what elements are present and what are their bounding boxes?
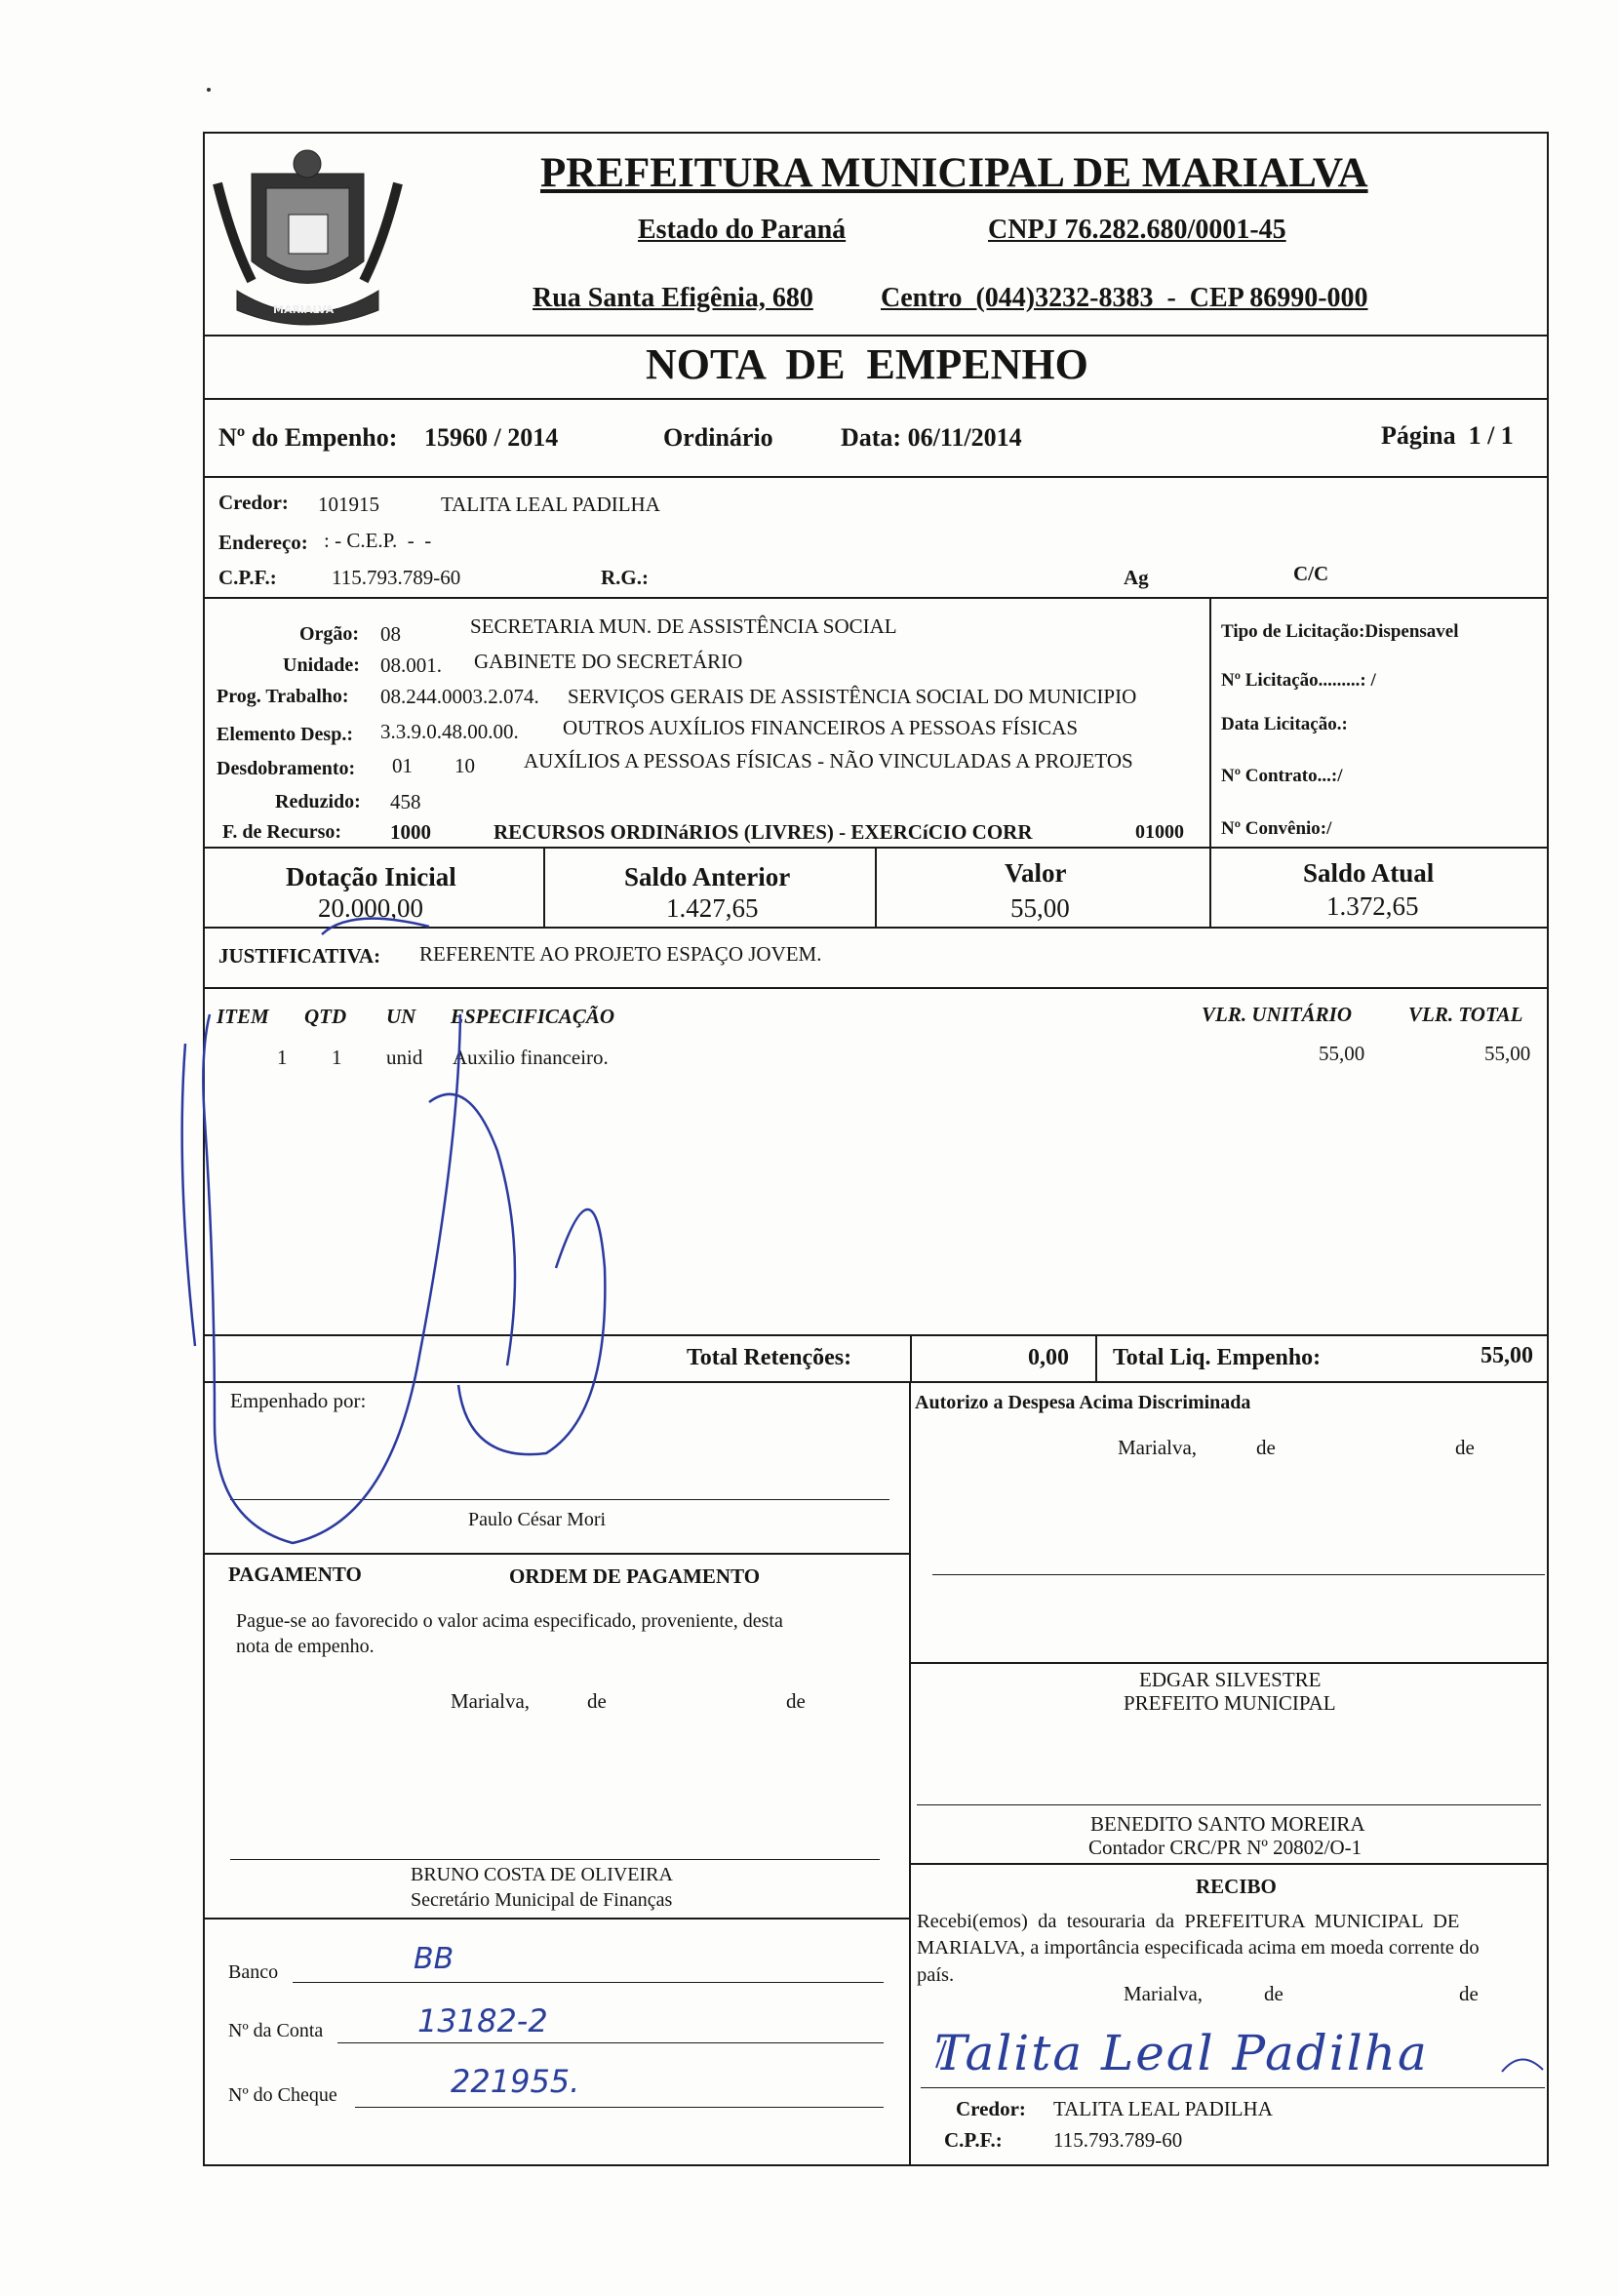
recibo-text-2: MARIALVA, a importância especificada acima em moeda corrente do [917, 1937, 1480, 1959]
credor-label: Credor: [218, 491, 289, 514]
empenhado-signer: Paulo César Mori [468, 1509, 607, 1530]
prog-trabalho-label: Prog. Trabalho: [217, 686, 349, 707]
row-un: unid [386, 1046, 423, 1069]
licitacao-tipo: Tipo de Licitação:Dispensavel [1221, 621, 1459, 642]
pagamento-text-1: Pague-se ao favorecido o valor acima especificado, proveniente, desta [236, 1610, 783, 1632]
cc-label: C/C [1293, 562, 1329, 585]
contador-name: BENEDITO SANTO MOREIRA [1090, 1812, 1365, 1836]
prefeito-name: EDGAR SILVESTRE [1139, 1668, 1322, 1691]
saldo-anterior-value: 1.427,65 [666, 893, 759, 923]
total-liquido-value: 55,00 [1481, 1343, 1533, 1368]
items-header-total: VLR. TOTAL [1408, 1003, 1523, 1026]
contrato-number: Nº Contrato...:/ [1221, 766, 1343, 786]
recibo-text-3: país. [917, 1964, 955, 1986]
credor-name: TALITA LEAL PADILHA [441, 493, 660, 516]
pagamento-de1: de [587, 1689, 607, 1713]
pagamento-label: PAGAMENTO [228, 1563, 362, 1586]
pagamento-text-2: nota de empenho. [236, 1636, 375, 1657]
crest-banner-text: MARIALVA [273, 303, 335, 316]
autorizo-label: Autorizo a Despesa Acima Discriminada [915, 1392, 1251, 1413]
empenho-number: 15960 / 2014 [424, 423, 559, 452]
orgao-name: SECRETARIA MUN. DE ASSISTÊNCIA SOCIAL [470, 614, 897, 638]
recibo-text-1: Recebi(emos) da tesouraria da PREFEITURA MUNICIPAL DE [917, 1911, 1460, 1932]
recurso-name: RECURSOS ORDINáRIOS (LIVRES) - EXERCíCIO CORR [494, 820, 1033, 844]
pagamento-place: Marialva, [451, 1689, 531, 1713]
ag-label: Ag [1124, 566, 1149, 589]
items-header-un: UN [386, 1005, 416, 1028]
recibo-credor-name: TALITA LEAL PADILHA [1053, 2097, 1273, 2120]
recibo-de2: de [1459, 1982, 1479, 2005]
ordem-pagamento-label: ORDEM DE PAGAMENTO [509, 1564, 761, 1588]
reduzido-value: 458 [390, 790, 421, 813]
recibo-place: Marialva, [1124, 1982, 1204, 2005]
contador-title: Contador CRC/PR Nº 20802/O-1 [1088, 1836, 1362, 1859]
financas-signer-title: Secretário Municipal de Finanças [411, 1889, 673, 1911]
orgao-label: Orgão: [299, 623, 360, 645]
row-espec: Auxilio financeiro. [453, 1046, 609, 1069]
header-title: PREFEITURA MUNICIPAL DE MARIALVA [540, 150, 1368, 196]
row-total: 55,00 [1484, 1042, 1531, 1065]
empenho-number-label: Nº do Empenho: [218, 423, 398, 452]
page-number: Página 1 / 1 [1381, 421, 1514, 450]
recurso-code2: 01000 [1135, 821, 1184, 843]
row-item: 1 [277, 1046, 288, 1069]
recibo-cpf-value: 115.793.789-60 [1053, 2128, 1183, 2152]
empenho-date: Data: 06/11/2014 [841, 423, 1022, 452]
desdobramento-code1: 01 [392, 754, 413, 777]
licitacao-numero: Nº Licitação.........: / [1221, 670, 1376, 691]
prog-trabalho-code: 08.244.0003.2.074. [380, 685, 539, 708]
empenhado-label: Empenhado por: [230, 1389, 367, 1412]
autorizo-de1: de [1256, 1436, 1276, 1459]
recibo-signature: Talita Leal Padilha [934, 2025, 1429, 2081]
desdobramento-code2: 10 [454, 754, 475, 777]
recibo-label: RECIBO [1196, 1875, 1277, 1898]
banco-label: Banco [228, 1961, 279, 1983]
financas-signer-name: BRUNO COSTA DE OLIVEIRA [411, 1864, 673, 1885]
items-header-qtd: QTD [304, 1005, 347, 1028]
cheque-handwritten: 221955. [451, 2063, 580, 2100]
address-label: Endereço: [218, 531, 308, 554]
cpf-label: C.P.F.: [218, 566, 277, 589]
header-state: Estado do Paraná [638, 215, 847, 245]
saldo-atual-value: 1.372,65 [1326, 891, 1419, 921]
banco-handwritten: BB [414, 1942, 454, 1976]
prefeito-title: PREFEITO MUNICIPAL [1124, 1691, 1336, 1715]
header-street: Rua Santa Efigênia, 680 [533, 283, 813, 313]
saldo-anterior-label: Saldo Anterior [624, 862, 791, 891]
total-liquido-label: Total Liq. Empenho: [1113, 1345, 1322, 1370]
prog-trabalho-name: SERVIÇOS GERAIS DE ASSISTÊNCIA SOCIAL DO MUNICIPIO [568, 685, 1137, 708]
justificativa-label: JUSTIFICATIVA: [218, 944, 381, 968]
credor-code: 101915 [318, 493, 379, 516]
row-qtd: 1 [332, 1046, 342, 1069]
items-header-unit: VLR. UNITÁRIO [1202, 1003, 1353, 1026]
empenho-type: Ordinário [663, 423, 773, 452]
items-header-espec: ESPECIFICAÇÃO [451, 1005, 615, 1028]
saldo-atual-label: Saldo Atual [1303, 858, 1435, 888]
desdobramento-label: Desdobramento: [217, 758, 356, 779]
elemento-label: Elemento Desp.: [217, 724, 353, 745]
autorizo-place: Marialva, [1118, 1436, 1198, 1459]
rg-label: R.G.: [601, 566, 649, 589]
orgao-code: 08 [380, 622, 401, 646]
elemento-code: 3.3.9.0.48.00.00. [380, 720, 519, 743]
unidade-label: Unidade: [283, 654, 360, 676]
recurso-label: F. de Recurso: [222, 821, 342, 843]
unidade-name: GABINETE DO SECRETÁRIO [474, 650, 743, 673]
recibo-cpf-label: C.P.F.: [944, 2128, 1003, 2152]
unidade-code: 08.001. [380, 653, 442, 677]
scan-mark [207, 88, 211, 92]
address-value: : - C.E.P. - - [324, 529, 432, 552]
convenio-number: Nº Convênio:/ [1221, 818, 1332, 839]
total-retencoes-value: 0,00 [1028, 1345, 1069, 1370]
desdobramento-name: AUXÍLIOS A PESSOAS FÍSICAS - NÃO VINCULADAS A PROJETOS [524, 749, 1133, 772]
licitacao-data: Data Licitação.: [1221, 714, 1348, 734]
header-cnpj: CNPJ 76.282.680/0001-45 [988, 215, 1286, 245]
items-header-item: ITEM [217, 1005, 269, 1028]
cpf-value: 115.793.789-60 [332, 566, 461, 589]
total-retencoes-label: Total Retenções: [687, 1345, 852, 1370]
valor-label: Valor [1005, 858, 1067, 888]
reduzido-label: Reduzido: [275, 791, 361, 812]
conta-label: Nº da Conta [228, 2020, 324, 2041]
dotacao-label: Dotação Inicial [286, 862, 456, 891]
header-contact: Centro (044)3232-8383 - CEP 86990-000 [881, 283, 1368, 313]
dotacao-value: 20.000,00 [318, 893, 423, 923]
justificativa-text: REFERENTE AO PROJETO ESPAÇO JOVEM. [419, 942, 822, 966]
pagamento-de2: de [786, 1689, 806, 1713]
conta-handwritten: 13182-2 [417, 2002, 548, 2039]
cheque-label: Nº do Cheque [228, 2084, 337, 2106]
document-title: NOTA DE EMPENHO [646, 340, 1088, 388]
recibo-credor-label: Credor: [956, 2097, 1026, 2120]
recibo-de1: de [1264, 1982, 1283, 2005]
row-unit: 55,00 [1319, 1042, 1365, 1065]
recurso-code: 1000 [390, 820, 431, 844]
valor-value: 55,00 [1010, 893, 1070, 923]
autorizo-de2: de [1455, 1436, 1475, 1459]
elemento-name: OUTROS AUXÍLIOS FINANCEIROS A PESSOAS FÍSICAS [563, 716, 1079, 739]
